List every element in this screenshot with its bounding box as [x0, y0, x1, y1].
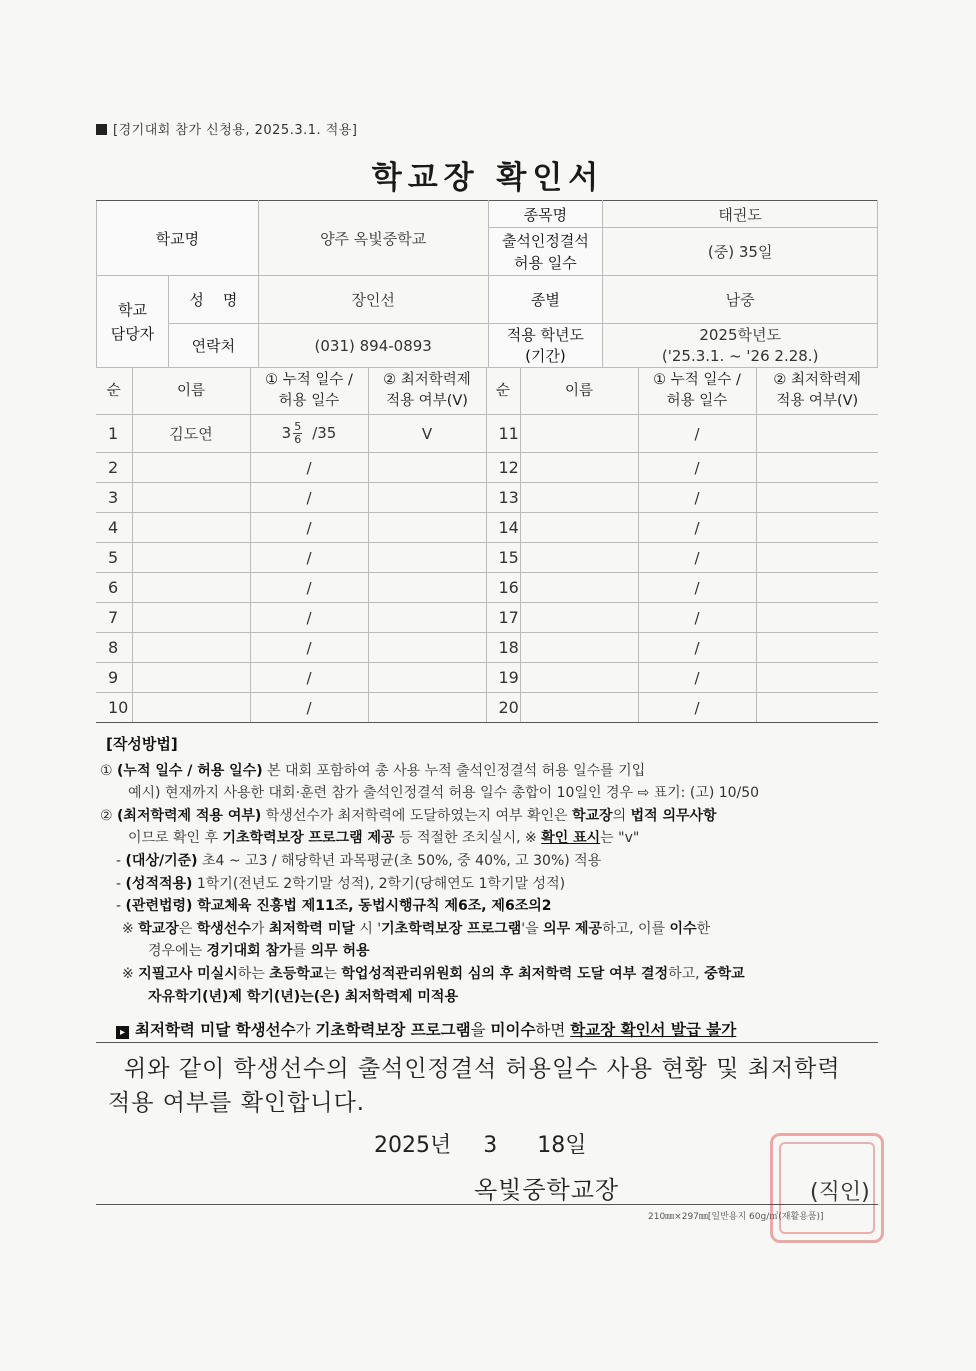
issue-date [374, 1128, 587, 1159]
form-tag-text: [경기대회 참가 신청용, 2025.3.1. 적용] [113, 123, 358, 138]
row-number-right: 14 [486, 513, 520, 543]
col-min-header-right-line1: ② 최저학력제 [773, 372, 862, 388]
cumulative-days-right: / [638, 543, 756, 573]
student-name-right [520, 603, 638, 633]
col-days-header-right-line1: ① 누적 일수 / [653, 372, 741, 388]
cumulative-days-right: / [638, 453, 756, 483]
min-academic-check [368, 603, 486, 633]
dash-mark: - [116, 852, 122, 869]
cumulative-days: / [250, 573, 368, 603]
note-1-line2-c: 를 [292, 943, 311, 960]
note-1-a: 학교장 [138, 920, 179, 937]
min-academic-check-right [756, 603, 878, 633]
detail-grades-text: 1학기(전년도 2학기말 성적), 2학기(당해연도 1학기말 성적) [192, 875, 566, 892]
student-name [132, 543, 250, 573]
cumulative-days-right: / [638, 663, 756, 693]
reference-mark: ※ [122, 965, 134, 982]
min-academic-check-right [756, 513, 878, 543]
dash-mark: - [116, 875, 122, 892]
roster-header-row [96, 368, 878, 415]
student-name [132, 693, 250, 723]
min-academic-check-right [756, 483, 878, 513]
cumulative-days-right: / [638, 633, 756, 663]
category-value: 남중 [603, 276, 878, 324]
note-1-k: 이수 [669, 920, 697, 937]
note-2 [100, 963, 890, 986]
min-academic-check [368, 483, 486, 513]
instruction-2-bold: (최저학력제 적용 여부) [117, 807, 262, 824]
row-number-right: 18 [486, 633, 520, 663]
col-days-header [250, 368, 368, 415]
row-number: 9 [96, 663, 132, 693]
note-1-h: '을 [521, 920, 544, 937]
note-2-a: 지필고사 미실시 [138, 965, 238, 982]
row-number: 3 [96, 483, 132, 513]
divider-line [96, 1042, 878, 1043]
table-row [96, 543, 878, 573]
note-1-g: 기초학력보장 프로그램 [381, 920, 522, 937]
detail-grades-bold: (성적적용) [125, 875, 193, 892]
table-row [96, 483, 878, 513]
manager-label-line2: 담당자 [110, 324, 155, 343]
instruction-2-text-a: 학생선수가 최저학력에 도달하였는지 여부 확인은 [261, 807, 572, 824]
days-label-line1: 출석인정결석 [501, 231, 589, 250]
confirmation-statement [108, 1052, 878, 1120]
cumulative-days-right: / [638, 415, 756, 453]
notice-a: 최저학력 미달 [135, 1021, 236, 1039]
note-1-i: 의무 제공 [543, 920, 603, 937]
instruction-2 [100, 805, 890, 828]
min-academic-check [368, 573, 486, 603]
detail-target-text: 초4 ~ 고3 / 해당학년 과목평균(초 50%, 중 40%, 고 30%) 적용 [197, 852, 602, 869]
student-name [132, 483, 250, 513]
confirmation-line2: 적용 여부를 확인합니다. [108, 1090, 366, 1116]
note-1-line2-b: 경기대회 참가 [206, 943, 293, 960]
student-name [132, 603, 250, 633]
days-fraction [293, 421, 302, 446]
allowed-days: /35 [312, 424, 337, 442]
min-academic-check-right [756, 633, 878, 663]
detail-law [100, 895, 890, 918]
table-row [96, 513, 878, 543]
fraction-denominator: 6 [294, 433, 302, 446]
col-days-header-right-line2: 허용 일수 [666, 393, 728, 409]
instruction-2-b4: 확인 표시 [541, 830, 601, 847]
confirmation-line1: 위와 같이 학생선수의 출석인정결석 허용일수 사용 현황 및 최저학력 [124, 1056, 841, 1082]
cumulative-days: / [250, 693, 368, 723]
col-min-header-right-line2: 적용 여부(V) [776, 393, 859, 409]
note-1-d: 가 [250, 920, 269, 937]
cumulative-days-right: / [638, 483, 756, 513]
min-academic-check [368, 513, 486, 543]
row-number-right: 20 [486, 693, 520, 723]
sport-label: 종목명 [488, 201, 603, 228]
note-1-f: 시 ' [354, 920, 382, 937]
detail-law-text: 학교체육 진흥법 제11조, 동법시행규칙 제6조, 제6조의2 [192, 898, 552, 915]
instruction-2-line2-c: 는 "v" [600, 830, 640, 847]
days-label [488, 228, 603, 276]
student-name [132, 573, 250, 603]
note-1-b: 은 [178, 920, 197, 937]
paper-spec: 210㎜×297㎜[일반용지 60g/㎡(재활용품)] [648, 1212, 824, 1222]
table-row [96, 573, 878, 603]
note-1-line2-d: 의무 허용 [310, 943, 370, 960]
student-name-right [520, 633, 638, 663]
student-name-right [520, 543, 638, 573]
note-1-c: 학생선수 [196, 920, 251, 937]
instruction-2-b1: 학교장 [572, 807, 613, 824]
name-label: 성 명 [168, 276, 258, 324]
col-min-header [368, 368, 486, 415]
min-academic-check-right [756, 543, 878, 573]
instruction-1 [100, 760, 890, 783]
contact-value: (031) 894-0893 [258, 324, 488, 368]
dash-mark: - [116, 898, 122, 915]
school-label: 학교명 [97, 201, 259, 276]
instructions [100, 733, 890, 1008]
student-name-right [520, 453, 638, 483]
note-1-l: 한 [696, 920, 711, 937]
notice-c: 가 [295, 1021, 316, 1039]
note-1-e: 최저학력 미달 [268, 920, 355, 937]
row-number-right: 12 [486, 453, 520, 483]
cumulative-days [250, 415, 368, 453]
student-name [132, 513, 250, 543]
date-year: 2025년 [374, 1133, 452, 1158]
row-number: 6 [96, 573, 132, 603]
cumulative-days: / [250, 603, 368, 633]
school-value: 양주 옥빛중학교 [258, 201, 488, 276]
row-number: 4 [96, 513, 132, 543]
square-bullet-icon [96, 124, 107, 135]
manager-label [97, 276, 169, 368]
detail-grades [100, 873, 890, 896]
note-1-line2 [100, 940, 890, 963]
year-value [603, 324, 878, 368]
row-number: 8 [96, 633, 132, 663]
form-tag [96, 119, 357, 138]
note-2-d: 는 [323, 965, 342, 982]
col-days-header-right [638, 368, 756, 415]
document-title: 학교장 확인서 [371, 160, 605, 196]
min-academic-check-right [756, 415, 878, 453]
table-row [96, 693, 878, 723]
notice-g: 하면 [535, 1021, 571, 1039]
circle-1-mark: ① [100, 762, 113, 779]
col-name-header: 이름 [132, 368, 250, 415]
col-days-header-line2: 허용 일수 [278, 393, 340, 409]
date-month: 3 [483, 1133, 498, 1158]
days-label-line2: 허용 일수 [514, 253, 577, 272]
seal-label: (직인) [810, 1180, 870, 1205]
min-academic-check-right [756, 693, 878, 723]
year-value-line1: 2025학년도 [699, 325, 781, 344]
student-name [132, 663, 250, 693]
cumulative-days: / [250, 483, 368, 513]
student-name-right [520, 663, 638, 693]
instruction-1-example: 예시) 현재까지 사용한 대회·훈련 참가 출석인정결석 허용 일수 총합이 10일인 경우 ⇨ 표기: (고) 10/50 [128, 785, 760, 802]
student-name-right [520, 483, 638, 513]
circle-2-mark: ② [100, 807, 113, 824]
min-academic-check [368, 453, 486, 483]
student-name-right [520, 573, 638, 603]
name-value: 장인선 [258, 276, 488, 324]
cumulative-days-right: / [638, 573, 756, 603]
note-2-b: 하는 [237, 965, 270, 982]
table-row [96, 603, 878, 633]
detail-law-bold: (관련법령) [125, 898, 193, 915]
col-min-header-line2: 적용 여부(V) [386, 393, 468, 409]
row-number-right: 11 [486, 415, 520, 453]
instruction-2-b2: 법적 의무사항 [630, 807, 717, 824]
student-name [132, 453, 250, 483]
min-academic-check [368, 633, 486, 663]
cumulative-days: / [250, 513, 368, 543]
student-name-right [520, 693, 638, 723]
row-number-right: 13 [486, 483, 520, 513]
contact-label: 연락처 [168, 324, 258, 368]
cumulative-days: / [250, 543, 368, 573]
min-academic-check-right [756, 573, 878, 603]
student-roster-table [96, 367, 878, 723]
note-1-j: 하고, 이를 [602, 920, 670, 937]
cumulative-days: / [250, 453, 368, 483]
instruction-2-line2-b: 등 적절한 조치실시, ※ [394, 830, 542, 847]
note-2-line2-a: 자유학기(년)제 학기(년)는(은) 최저학력제 미적용 [148, 988, 458, 1005]
school-info-table [96, 200, 878, 368]
notice-d: 기초학력보장 프로그램 [315, 1021, 471, 1039]
note-2-c: 초등학교 [269, 965, 324, 982]
notice-line [116, 1018, 736, 1040]
instructions-title: [작성방법] [106, 735, 178, 753]
min-academic-check [368, 663, 486, 693]
row-number: 10 [96, 693, 132, 723]
year-label [488, 324, 603, 368]
student-name-right [520, 415, 638, 453]
notice-h: 학교장 확인서 발급 불가 [570, 1021, 737, 1039]
cumulative-days-right: / [638, 603, 756, 633]
row-number: 1 [96, 415, 132, 453]
min-academic-check-right [756, 663, 878, 693]
sport-value: 태권도 [603, 201, 878, 228]
min-academic-check-right [756, 453, 878, 483]
instruction-2-line2-a: 이므로 확인 후 [128, 830, 223, 847]
date-day: 18일 [537, 1133, 587, 1158]
note-1 [100, 918, 890, 941]
table-row [96, 633, 878, 663]
col-min-header-right [756, 368, 878, 415]
note-2-line2 [100, 986, 890, 1009]
instruction-2-b3: 기초학력보장 프로그램 제공 [222, 830, 395, 847]
student-name [132, 633, 250, 663]
col-num-header-right: 순 [486, 368, 520, 415]
days-value: (중) 35일 [603, 228, 878, 276]
row-number-right: 15 [486, 543, 520, 573]
row-number: 5 [96, 543, 132, 573]
col-num-header: 순 [96, 368, 132, 415]
note-1-line2-a: 경우에는 [148, 943, 207, 960]
instruction-2-text-b: 의 [612, 807, 631, 824]
col-name-header-right: 이름 [520, 368, 638, 415]
notice-f: 미이수 [490, 1021, 536, 1039]
row-number: 7 [96, 603, 132, 633]
col-days-header-line1: ① 누적 일수 / [265, 372, 353, 388]
instruction-1-text: 본 대회 포함하여 총 사용 누적 출석인정결석 허용 일수를 기입 [262, 762, 646, 779]
cumulative-days: / [250, 633, 368, 663]
table-row [96, 663, 878, 693]
student-name-right [520, 513, 638, 543]
note-2-f: 하고, [668, 965, 705, 982]
row-number-right: 19 [486, 663, 520, 693]
cumulative-days: / [250, 663, 368, 693]
detail-target [100, 850, 890, 873]
row-number: 2 [96, 453, 132, 483]
manager-label-line1: 학교 [117, 300, 147, 319]
year-value-line2: ('25.3.1. ~ '26 2.28.) [661, 346, 819, 365]
bottom-line [96, 1204, 878, 1205]
arrow-box-icon: ▸ [116, 1026, 129, 1039]
notice-e: 을 [470, 1021, 491, 1039]
col-min-header-line1: ② 최저학력제 [383, 372, 471, 388]
notice-b: 학생선수 [235, 1021, 296, 1039]
row-number-right: 17 [486, 603, 520, 633]
row-number-right: 16 [486, 573, 520, 603]
instruction-2-line2 [100, 827, 890, 850]
days-whole: 3 [281, 424, 292, 442]
reference-mark: ※ [122, 920, 134, 937]
min-academic-check [368, 693, 486, 723]
cumulative-days-right: / [638, 693, 756, 723]
min-academic-check [368, 543, 486, 573]
category-label: 종별 [488, 276, 603, 324]
fraction-numerator: 5 [294, 420, 302, 433]
year-label-line1: 적용 학년도 [506, 325, 585, 344]
note-2-e: 학업성적관리위원회 심의 후 최저학력 도달 여부 결정 [341, 965, 669, 982]
instruction-1-bold: (누적 일수 / 허용 일수) [117, 762, 263, 779]
student-name: 김도연 [132, 415, 250, 453]
year-label-line2: (기간) [525, 346, 566, 365]
table-row [96, 415, 878, 453]
note-2-g: 중학교 [704, 965, 745, 982]
min-academic-check: V [368, 415, 486, 453]
cumulative-days-right: / [638, 513, 756, 543]
table-row [96, 453, 878, 483]
principal-title: 옥빛중학교장 [474, 1176, 620, 1204]
detail-target-bold: (대상/기준) [125, 852, 198, 869]
